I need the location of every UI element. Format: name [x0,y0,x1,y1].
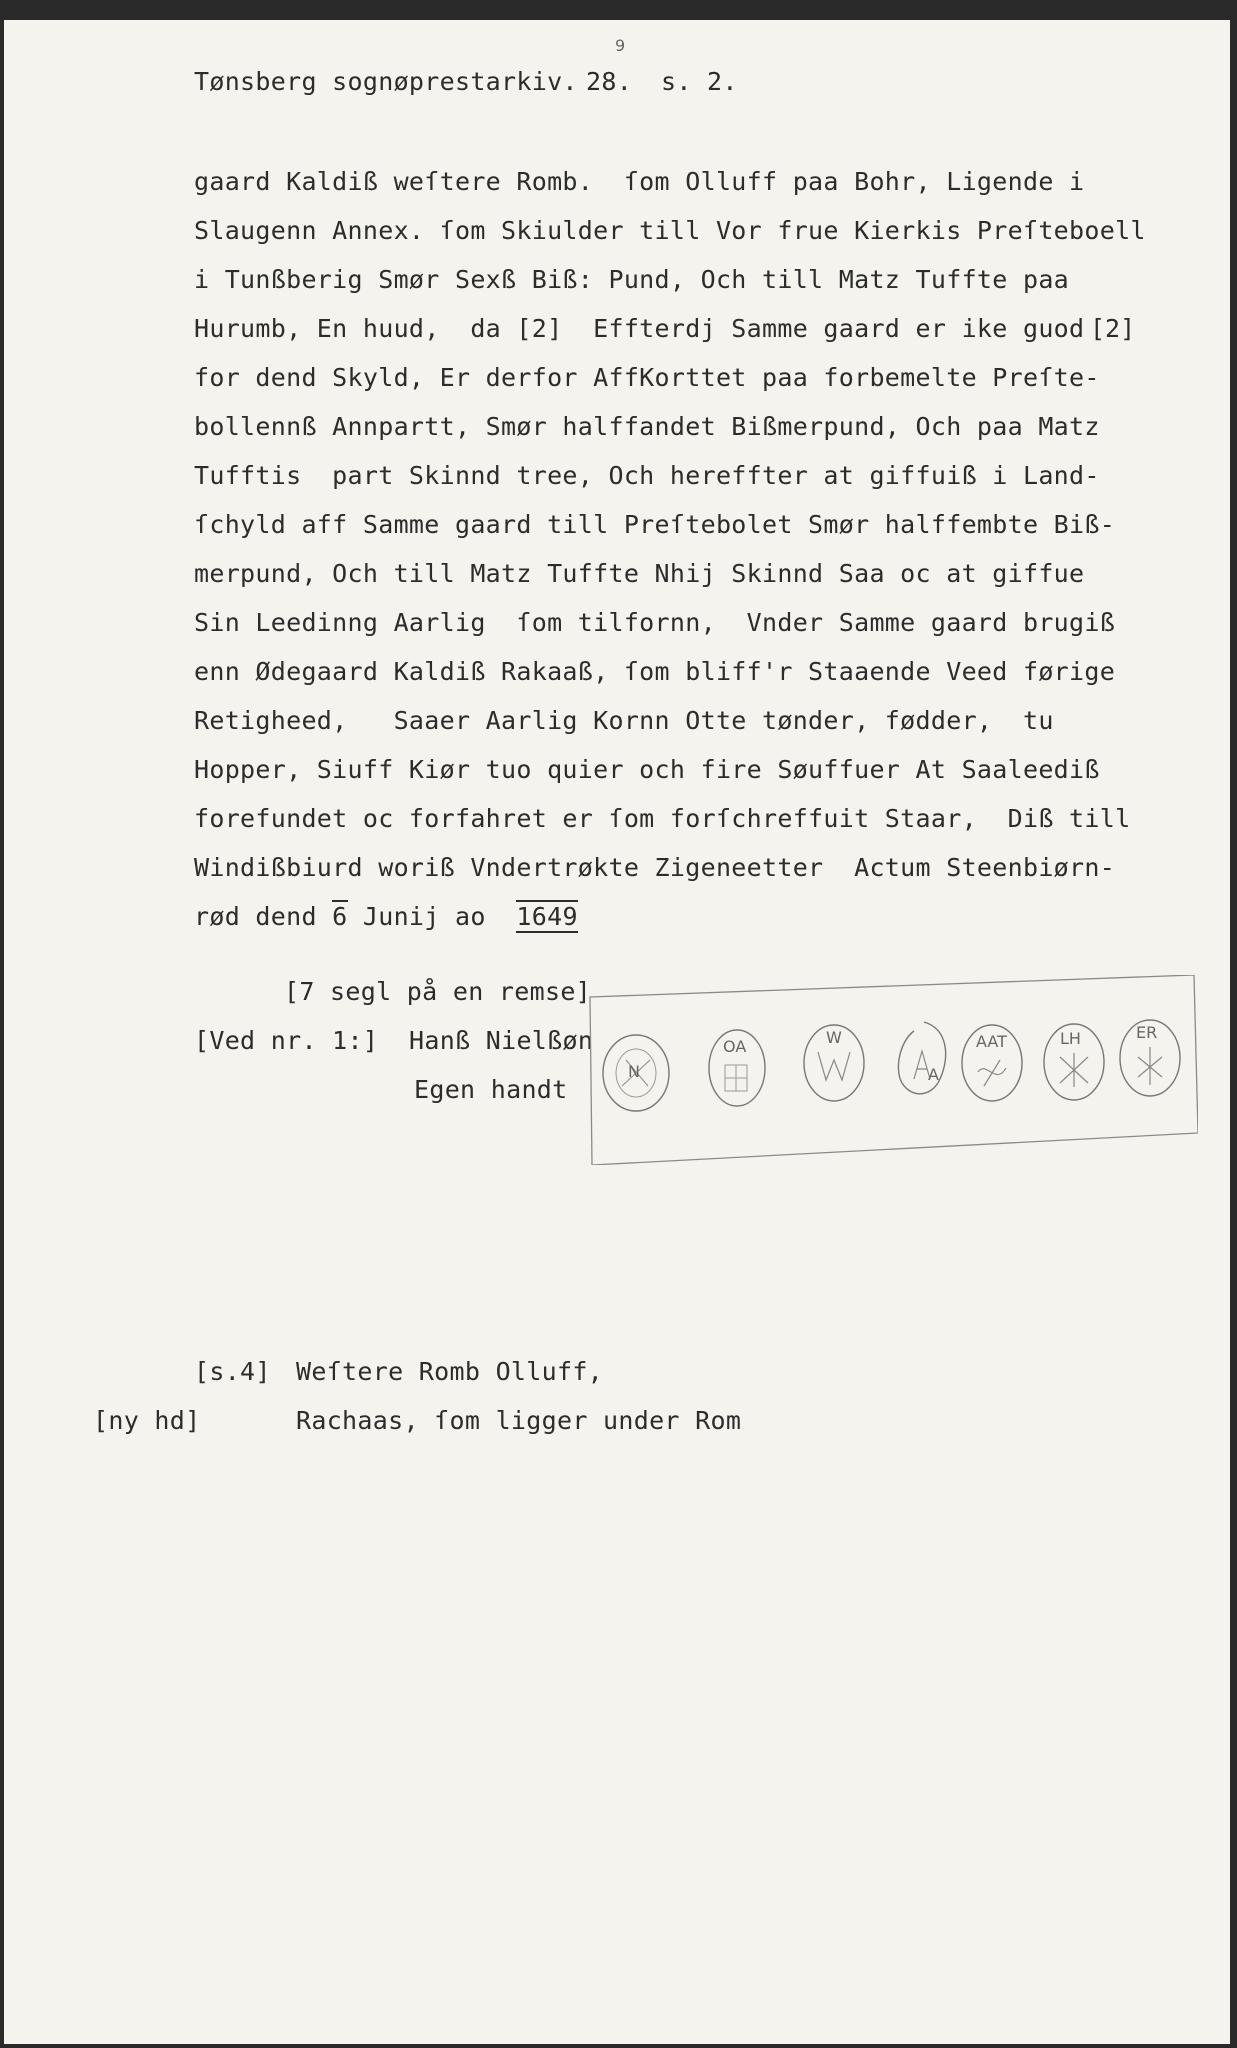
body-line: for dend Skyld, Er derfor AffKorttet paa forbemelte Preſte- [194,363,1100,392]
body-line: Hopper, Siuff Kiør tuo quier och fire Søuffuer At Saaleediß [194,755,1100,784]
pencil-number: 9 [615,36,626,55]
seal-5-letters: AAT [976,1032,1007,1051]
body-line: Slaugenn Annex. ſom Skiulder till Vor frue Kierkis Preſteboell [194,216,1146,245]
seal-4 [884,1017,956,1103]
signer-hand: Egen handt [414,1075,568,1104]
body-line-date [194,902,578,931]
seal-1 [600,1030,672,1116]
seal-1-letters: N [628,1062,640,1081]
footer-hand-note: [ny hd] [93,1406,201,1435]
body-line: Windißbiurd woriß Vndertrøkte Zigeneetter Actum Steenbiørn- [194,853,1116,882]
seal-6-letters: LH [1060,1029,1081,1048]
body-line: Hurumb, En huud, da [2] Effterdj Samme gaard er ike guod [194,314,1085,343]
date-day: 6 [332,902,348,931]
signer-name: Hanß Nielßøn [409,1026,594,1055]
header-number: 28. [586,67,633,96]
footer-line-2: Rachaas, ſom ligger under Rom [296,1406,742,1435]
seal-7-letters: ER [1136,1023,1158,1042]
body-line: Tufftis part Skinnd tree, Och hereffter at giffuiß i Land- [194,461,1100,490]
body-line: i Tunßberig Smør Sexß Biß: Pund, Och till Matz Tuffte paa [194,265,1070,294]
seal-5 [956,1020,1028,1106]
body-line: enn Ødegaard Kaldiß Rakaaß, ſom bliff'r Staaende Veed førige [194,657,1116,686]
footer-line-1: Weſtere Romb Olluff, [296,1357,604,1386]
footer-page-ref: [s.4] [194,1357,271,1386]
seal-2 [701,1025,773,1111]
body-line: forefundet oc forfahret er ſom forſchreffuit Staar, Diß till [194,804,1131,833]
body-line: ſchyld aff Samme gaard till Preſtebolet Smør halffembte Biß- [194,510,1116,539]
seal-6 [1038,1017,1110,1103]
body-line: bollennß Annpartt, Smør halffandet Bißmerpund, Och paa Matz [194,412,1100,441]
seal-4-letters: A [928,1065,939,1084]
seal-sketch [586,975,1198,1165]
seal-7 [1114,1013,1186,1099]
body-line: gaard Kaldiß weſtere Romb. ſom Olluff paa Bohr, Ligende i [194,167,1085,196]
ved-label: [Ved nr. 1:] [194,1026,379,1055]
seal-note: [7 segl på en remse] [284,977,592,1006]
body-line: Sin Leedinng Aarlig ſom tilfornn, Vnder Samme gaard brugiß [194,608,1116,637]
document-page [4,20,1230,2044]
seal-2-letters: OA [723,1037,747,1056]
header-archive: Tønsberg sognøprestarkiv. [194,67,578,96]
date-prefix: rød dend [194,902,333,931]
date-year: 1649 [516,902,578,931]
header-page: s. 2. [661,67,738,96]
date-middle: Junij ao [347,902,517,931]
seal-3 [798,1020,870,1106]
seal-3-letters: W [826,1028,842,1047]
body-line: merpund, Och till Matz Tuffte Nhij Skinnd Saa oc at giffue [194,559,1085,588]
margin-note-right: [2] [1090,314,1136,343]
body-line: Retigheed, Saaer Aarlig Kornn Otte tønder, fødder, tu [194,706,1054,735]
